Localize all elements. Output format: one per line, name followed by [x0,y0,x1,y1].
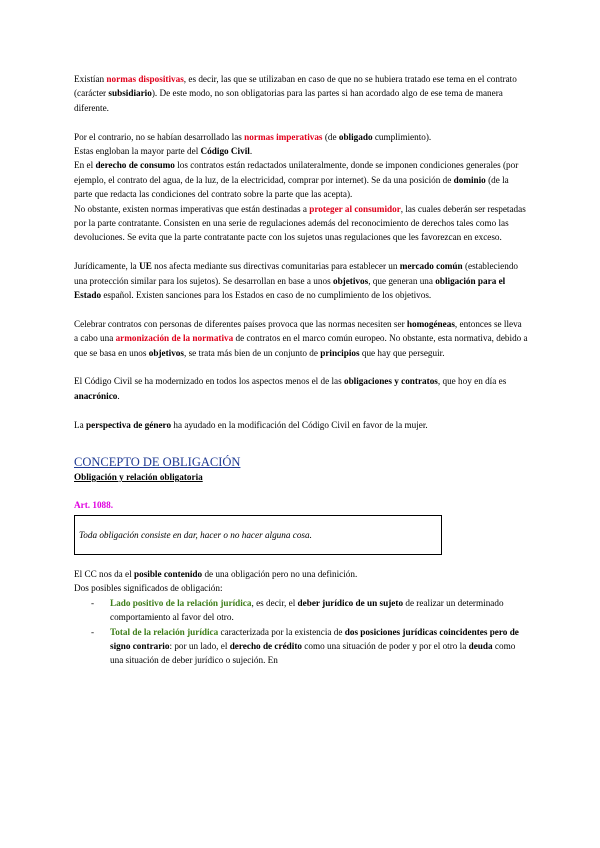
text: , se trata más bien de un conjunto de [183,347,321,358]
bold-term: mercado común [399,261,463,272]
text: español. Existen sanciones para los Estados en caso de no cumplimiento de los objetivos. [101,290,432,301]
text: ha ayudado en la modificación del Código Civil en favor de la mujer. [171,419,428,430]
text: de contratos en el marco común europeo. No obstante, esta normativa, debido a que se basa en unos [74,333,528,358]
significados-list [74,596,528,668]
paragraph-derecho-consumo [74,158,528,201]
text: de una obligación pero no una definición. [202,568,358,579]
bold-term: homogéneas [406,318,455,329]
section-heading: CONCEPTO DE OBLIGACIÓN [74,455,241,470]
bold-term: objetivos [148,347,184,358]
text: Por el contrario, no se habían desarrollado las [74,131,245,142]
text: de realizar un determinado comportamiento al favor del otro. [110,597,504,623]
text: En el [74,160,96,171]
paragraph-perspectiva-genero [74,418,528,432]
text: como una situación de deber jurídico o sujeción. En [110,640,516,666]
bold-term: obligación para el Estado [74,275,506,301]
highlight-term: normas imperativas [244,131,323,142]
bold-term: deuda [468,640,493,651]
bold-term: principios [320,347,360,358]
paragraph-modernizacion [74,374,528,403]
text: que hay que perseguir. [359,347,445,358]
bold-term: derecho de consumo [95,160,175,171]
bold-term: obligaciones y contratos [343,376,438,387]
bold-term: perspectiva de género [86,419,172,430]
text: , las cuales deberán ser respetadas por la parte contratante. Consisten en una serie de regulaciones además del reconocimiento de derechos tales como las devoluciones. Se evita que la parte contratante pacte con los sujetos unas regulaciones que les favorezcan en exceso. [74,203,526,243]
text: Celebrar contratos con personas de diferentes países provoca que las normas necesiten ser [74,318,407,329]
text: El Código Civil se ha modernizado en todos los aspectos menos el de las [74,376,344,387]
bold-term: dominio [453,174,486,185]
highlight-term: armonización de la normativa [115,333,234,344]
text: Jurídicamente, la [74,261,140,272]
list-item [91,596,528,625]
highlight-term: normas dispositivas [106,74,184,84]
bold-term: dos posiciones jurídicas coincidentes pero de signo contrario [110,626,519,651]
section-subheading: Obligación y relación obligatoria [74,472,203,483]
text: El CC nos da el [74,568,134,579]
bold-term: posible contenido [133,568,203,579]
paragraph-dos-significados: Dos posibles significados de obligación: [74,583,223,594]
bold-term: subsidiario [108,88,152,99]
bold-term: Código Civil [200,146,250,157]
text: (de la parte que redacta las condiciones del contrato sobre la parte que las acepta). [74,174,509,200]
text: , es decir, el [251,597,298,608]
document-page [74,72,528,668]
list-item [91,625,528,668]
text: La [74,419,86,430]
text: Existían [74,74,107,84]
text: , entonces se lleva a cabo una [74,318,522,344]
paragraph-ue [74,259,528,302]
article-quote-box [74,515,442,555]
green-term: Total de la relación jurídica [110,626,219,637]
bold-term: UE [139,261,152,272]
text: (de [322,131,339,142]
text: , que hoy en día es [437,376,507,387]
paragraph-codigo-civil [74,144,528,158]
text: , es decir, las que se utilizaban en caso de que no se hubiera tratado ese tema en el contrato (carácter [74,74,517,99]
paragraph-proteger-consumidor [74,202,528,245]
green-term: Lado positivo de la relación jurídica [110,597,252,608]
article-quote: Toda obligación consiste en dar, hacer o no hacer alguna cosa. [79,529,312,540]
text: , que generan una [368,275,436,286]
highlight-term: proteger al consumidor [309,203,401,214]
article-reference: Art. 1088. [74,500,114,511]
text: como una situación de poder y por el otro la [301,640,469,651]
text: nos afecta mediante sus directivas comunitarias para establecer un [151,261,400,272]
paragraph-normas-imperativas [74,130,528,144]
bold-term: objetivos [332,275,369,286]
paragraph-cc-contenido [74,567,528,581]
bold-term: derecho de crédito [229,640,302,651]
text: . [117,390,120,401]
bold-term: deber jurídico de un sujeto [297,597,404,608]
bold-term: obligado [338,131,373,142]
text: No obstante, existen normas imperativas que están destinadas a [74,203,310,214]
text: ). De este modo, no son obligatorias para las partes si han acordado algo de ese tema de manera diferente. [74,88,503,113]
paragraph-armonizacion [74,317,528,360]
text: . [249,146,253,157]
paragraph-normas-dispositivas [74,72,528,115]
text: cumplimiento). [372,131,432,142]
text: (estableciendo una protección similar para los sujetos). Se desarrollan en base a unos [74,261,519,286]
text: Estas engloban la mayor parte del [74,146,201,157]
text: caracterizada por la existencia de [218,626,345,637]
text: : por un lado, el [169,640,230,651]
bold-term: anacrónico [74,390,118,401]
text: los contratos están redactados unilateralmente, donde se imponen condiciones generales (por ejemplo, el contrato del agua, de la luz, de la electricidad, comprar por internet). Se da una posición de [74,160,519,185]
